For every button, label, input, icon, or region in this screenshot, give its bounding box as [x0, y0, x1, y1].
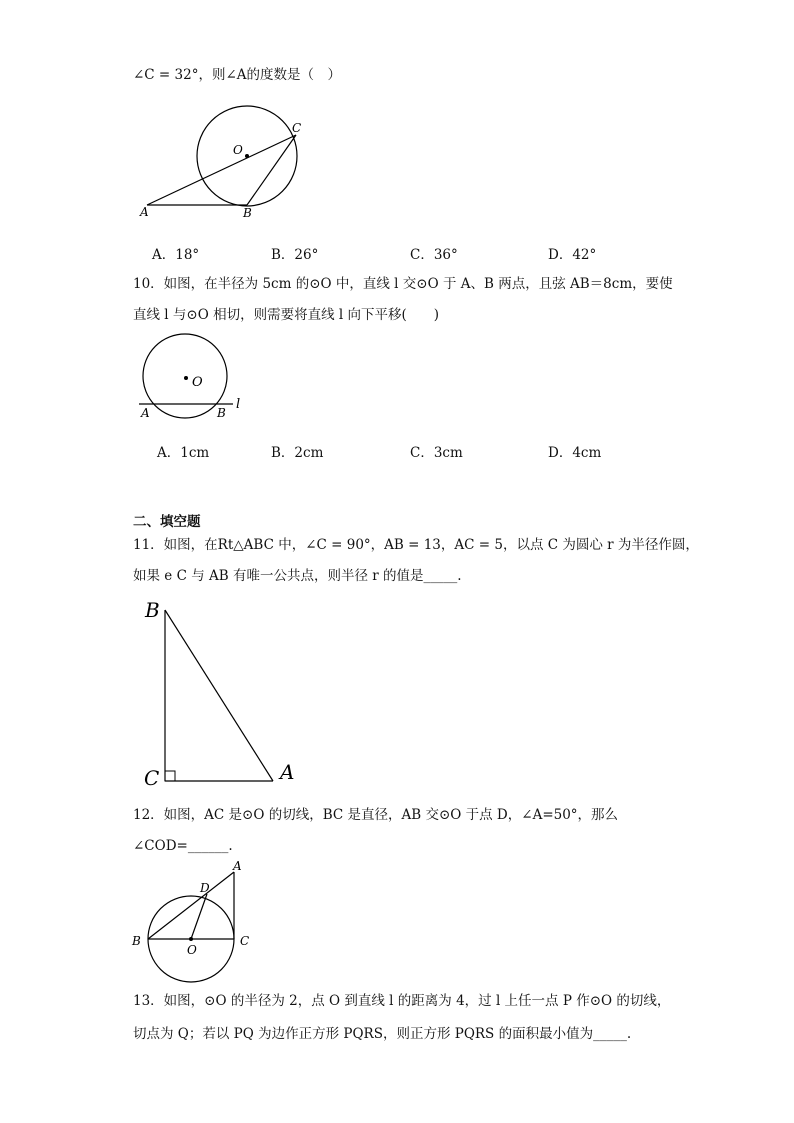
q12-label-b: B — [132, 934, 141, 948]
q9-label-o: O — [233, 143, 243, 157]
q10-option-b[interactable]: B．2cm — [271, 445, 324, 461]
q12-figure — [130, 858, 260, 988]
q9-stem-tail: ∠C = 32°，则∠A的度数是（ ） — [133, 67, 342, 83]
q11-label-c: C — [144, 766, 160, 790]
q9-label-b: B — [243, 206, 252, 220]
q11-label-b: B — [145, 598, 160, 622]
q10-label-o: O — [192, 375, 203, 390]
q9-option-b[interactable]: B．26° — [271, 247, 319, 263]
q10-label-l: l — [236, 397, 241, 412]
q12-label-c: C — [240, 934, 250, 948]
q11-figure — [140, 596, 300, 796]
q13-stem-line1: 13．如图，⊙O 的半径为 2，点 O 到直线 l 的距离为 4，过 l 上任一点 P 作⊙O 的切线， — [133, 993, 671, 1009]
q10-option-c[interactable]: C．3cm — [410, 445, 463, 461]
q11-stem-line1: 11．如图，在Rt△ABC 中，∠C = 90°，AB = 13，AC = 5，以点 C 为圆心 r 为半径作圆， — [133, 537, 699, 553]
q9-option-d[interactable]: D．42° — [548, 247, 597, 263]
q10-stem-line1: 10．如图，在半径为 5cm 的⊙O 中，直线 l 交⊙O 于 A、B 两点，且弦 AB＝8cm，要使 — [133, 276, 673, 292]
q9-figure — [135, 98, 315, 223]
q11-label-a: A — [280, 760, 295, 784]
q10-stem-line2: 直线 l 与⊙O 相切，则需要将直线 l 向下平移( ) — [133, 307, 440, 323]
q10-option-a[interactable]: A．1cm — [157, 445, 210, 461]
q12-label-a: A — [233, 859, 242, 873]
section-title-fill-blank: 二、填空题 — [133, 514, 201, 530]
q10-label-b: B — [217, 406, 226, 420]
q13-stem-line2: 切点为 Q；若以 PQ 为边作正方形 PQRS，则正方形 PQRS 的面积最小值为_____. — [133, 1026, 632, 1042]
q12-label-o: O — [187, 943, 197, 957]
q12-stem-line2: ∠COD=______. — [133, 838, 233, 854]
q12-stem-line1: 12．如图，AC 是⊙O 的切线，BC 是直径，AB 交⊙O 于点 D，∠A=50°，那么 — [133, 807, 619, 823]
q9-label-a: A — [140, 205, 149, 219]
q10-label-a: A — [141, 406, 150, 420]
q9-option-c[interactable]: C．36° — [410, 247, 458, 263]
q10-figure — [135, 333, 255, 423]
q10-option-d[interactable]: D．4cm — [548, 445, 602, 461]
q9-label-c: C — [292, 121, 302, 135]
q9-option-a[interactable]: A．18° — [152, 247, 200, 263]
q11-stem-line2: 如果 e C 与 AB 有唯一公共点，则半径 r 的值是_____. — [133, 568, 462, 584]
q12-label-d: D — [200, 881, 210, 895]
